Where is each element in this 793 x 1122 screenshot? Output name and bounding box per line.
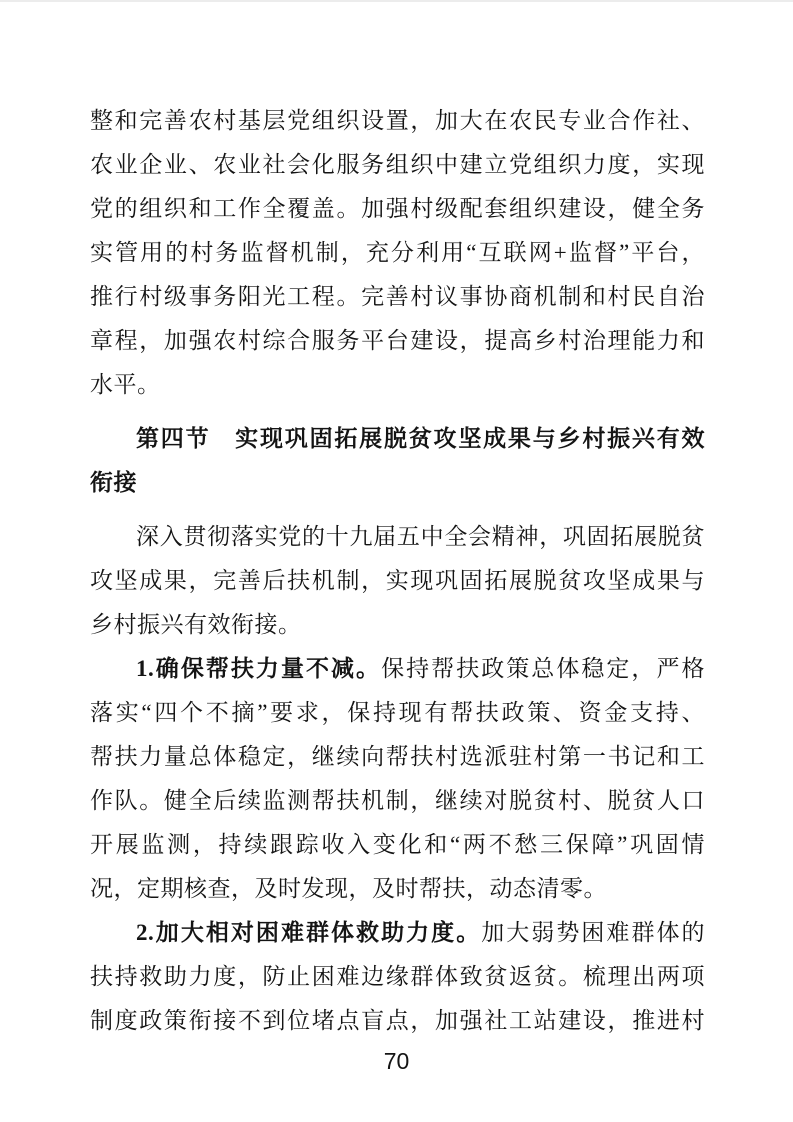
text-segment: 实管用的村务监督机制，充分利用“互联网+监督”平台， xyxy=(90,240,705,265)
text-line xyxy=(90,603,705,647)
text-line xyxy=(90,559,705,603)
text-line xyxy=(90,955,705,999)
page-number: 70 xyxy=(383,1048,410,1074)
bold-text-segment: 2.加大相对困难群体救助力度。 xyxy=(136,920,482,945)
text-segment: 攻坚成果，完善后扶机制，实现巩固拓展脱贫攻坚成果与 xyxy=(90,568,705,593)
text-segment: 保持帮扶政策总体稳定，严格 xyxy=(381,656,706,681)
text-segment: 乡村振兴有效衔接。 xyxy=(90,612,302,637)
bold-text-segment: 1.确保帮扶力量不减。 xyxy=(136,656,382,681)
text-segment: 制度政策衔接不到位堵点盲点，加强社工站建设，推进村 xyxy=(90,1008,705,1033)
text-segment: 扶持救助力度，防止困难边缘群体致贫返贫。梳理出两项 xyxy=(90,964,705,989)
text-line xyxy=(90,735,705,779)
text-line xyxy=(90,187,705,231)
text-segment: 党的组织和工作全覆盖。加强村级配套组织建设，健全务 xyxy=(90,196,705,221)
text-line xyxy=(90,99,705,143)
text-segment: 帮扶力量总体稳定，继续向帮扶村选派驻村第一书记和工 xyxy=(90,744,705,769)
paragraph-item-2 xyxy=(90,911,705,1043)
text-line xyxy=(90,461,705,505)
bold-text-segment: 第四节 实现巩固拓展脱贫攻坚成果与乡村振兴有效 xyxy=(136,426,705,451)
text-segment: 加大弱势困难群体的 xyxy=(481,920,706,945)
text-line xyxy=(90,363,705,407)
bold-text-segment: 衔接 xyxy=(90,470,137,495)
paragraph-continuation xyxy=(90,99,705,407)
text-line xyxy=(90,647,705,691)
text-line xyxy=(90,275,705,319)
text-line xyxy=(90,911,705,955)
text-line xyxy=(90,319,705,363)
text-line xyxy=(90,779,705,823)
text-line xyxy=(90,867,705,911)
text-segment: 深入贯彻落实党的十九届五中全会精神，巩固拓展脱贫 xyxy=(136,524,705,549)
paragraph-intro xyxy=(90,515,705,647)
text-line xyxy=(90,691,705,735)
text-segment: 整和完善农村基层党组织设置，加大在农民专业合作社、 xyxy=(90,108,705,133)
text-segment: 开展监测，持续跟踪收入变化和“两不愁三保障”巩固情 xyxy=(90,832,705,857)
document-body xyxy=(90,99,705,1043)
text-segment: 作队。健全后续监测帮扶机制，继续对脱贫村、脱贫人口 xyxy=(90,788,705,813)
text-line xyxy=(90,143,705,187)
text-line xyxy=(90,417,705,461)
text-line xyxy=(90,515,705,559)
text-segment: 况，定期核查，及时发现，及时帮扶，动态清零。 xyxy=(90,876,607,901)
text-line xyxy=(90,231,705,275)
text-line xyxy=(90,823,705,867)
text-segment: 落实“四个不摘”要求，保持现有帮扶政策、资金支持、 xyxy=(90,700,705,725)
paragraph-item-1 xyxy=(90,647,705,911)
text-segment: 农业企业、农业社会化服务组织中建立党组织力度，实现 xyxy=(90,152,705,177)
text-line xyxy=(90,999,705,1043)
text-segment: 章程，加强农村综合服务平台建设，提高乡村治理能力和 xyxy=(90,328,705,353)
section-heading xyxy=(90,417,705,505)
text-segment: 推行村级事务阳光工程。完善村议事协商机制和村民自治 xyxy=(90,284,705,309)
text-segment: 水平。 xyxy=(90,372,161,397)
